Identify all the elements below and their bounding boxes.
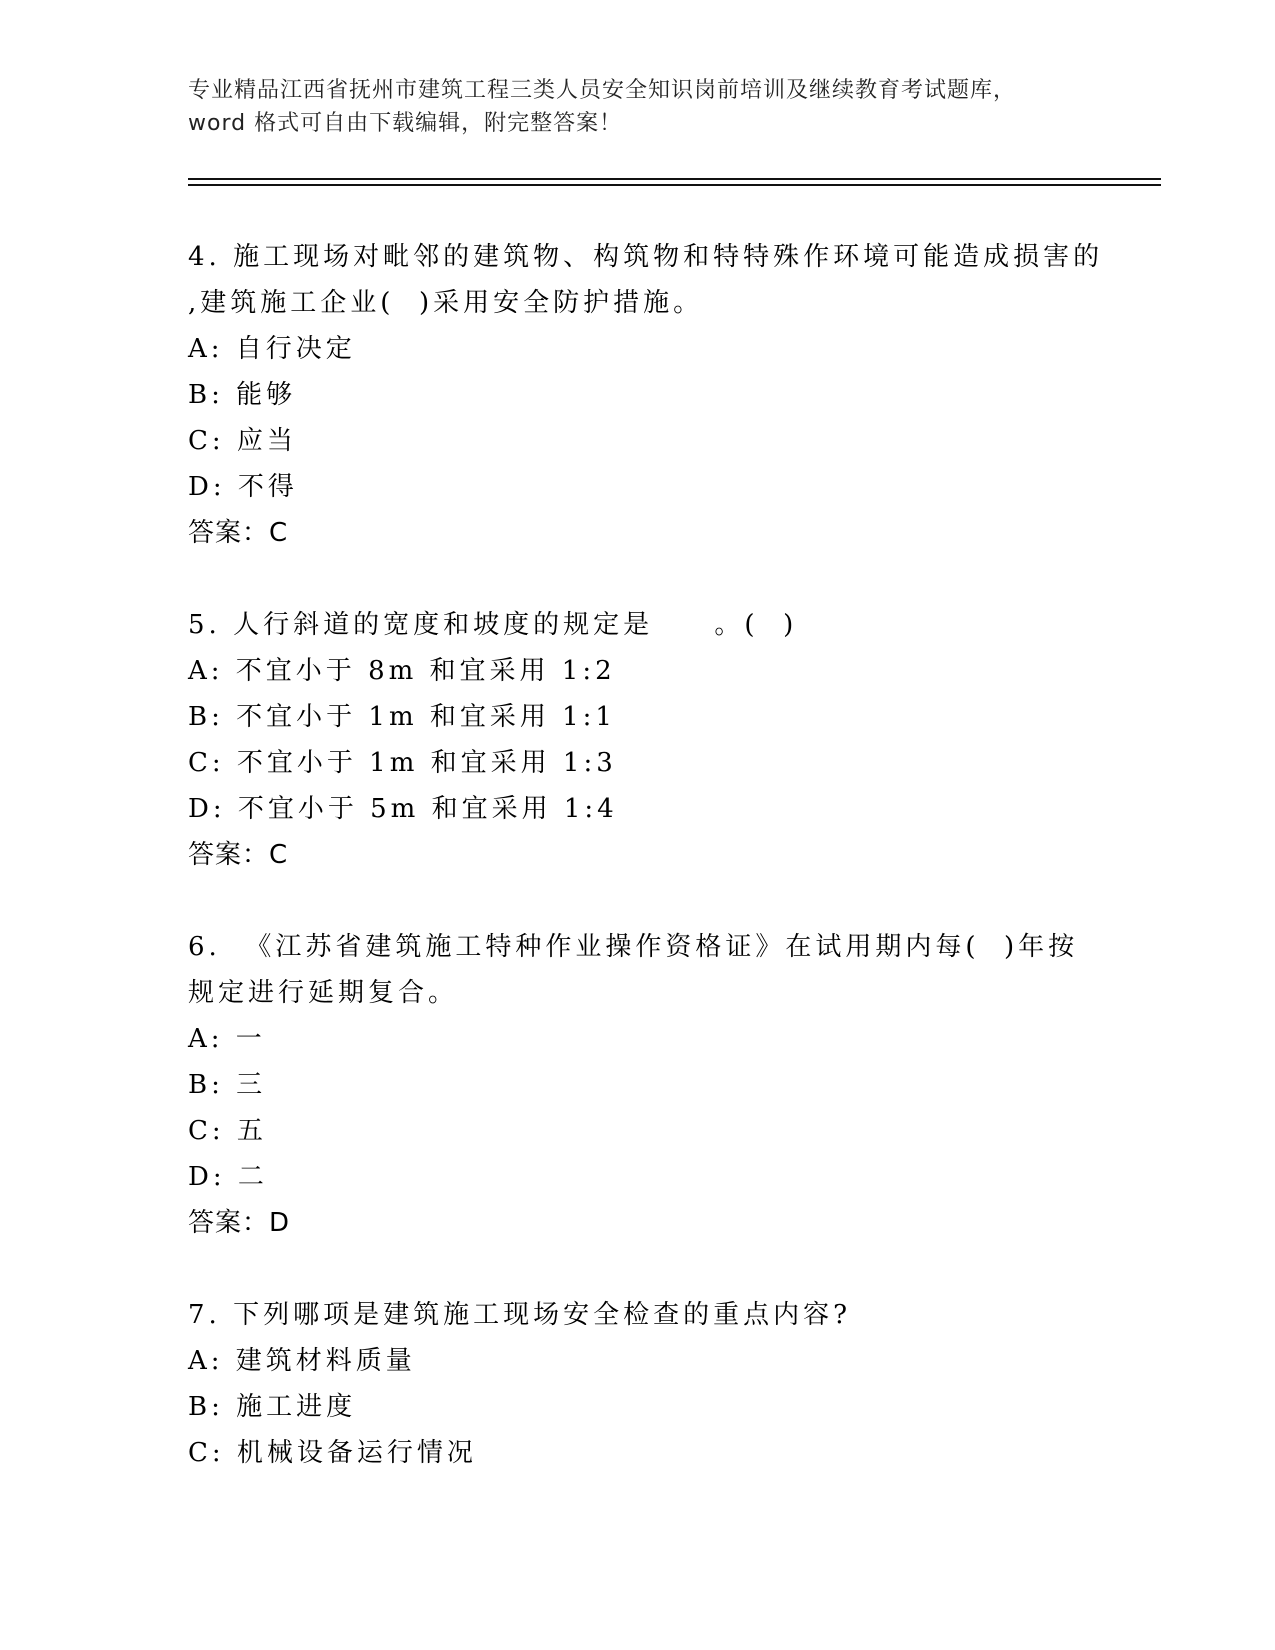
question-text-line: 7. 下列哪项是建筑施工现场安全检查的重点内容? — [188, 1300, 852, 1330]
option-c: C: 五 — [188, 1116, 267, 1146]
option-c: C: 机械设备运行情况 — [188, 1438, 477, 1468]
question-text-line: 5. 人行斜道的宽度和坡度的规定是 。( ) — [188, 610, 798, 640]
option-b: B: 不宜小于 1m 和宜采用 1:1 — [188, 702, 616, 732]
question-list — [188, 234, 1104, 1476]
answer-line: 答案：C — [188, 518, 289, 548]
option-b: B: 能够 — [188, 380, 297, 410]
header-divider-bottom — [188, 184, 1161, 186]
option-a: A: 建筑材料质量 — [188, 1346, 416, 1376]
header-line-1: 专业精品江西省抚州市建筑工程三类人员安全知识岗前培训及继续教育考试题库， — [188, 78, 1017, 103]
question-5 — [188, 602, 1088, 878]
option-a: A: 不宜小于 8m 和宜采用 1:2 — [188, 656, 616, 686]
option-d: D: 二 — [188, 1162, 268, 1192]
document-header — [188, 74, 1088, 140]
answer-line: 答案：D — [188, 1208, 291, 1238]
header-divider-top — [188, 178, 1161, 180]
option-a: A: 自行决定 — [188, 334, 356, 364]
option-c: C: 应当 — [188, 426, 297, 456]
option-b: B: 施工进度 — [188, 1392, 357, 1422]
option-b: B: 三 — [188, 1070, 267, 1100]
question-text-line: 规定进行延期复合。 — [188, 978, 459, 1008]
question-4 — [188, 234, 1104, 556]
question-text-line: 4. 施工现场对毗邻的建筑物、构筑物和特特殊作环境可能造成损害的 — [188, 242, 1104, 272]
question-6 — [188, 924, 1088, 1246]
question-text-line: ,建筑施工企业( )采用安全防护措施。 — [188, 288, 704, 318]
answer-line: 答案：C — [188, 840, 289, 870]
question-spacer — [188, 1246, 1088, 1292]
question-7 — [188, 1292, 1088, 1476]
question-spacer — [188, 878, 1088, 924]
option-d: D: 不宜小于 5m 和宜采用 1:4 — [188, 794, 618, 824]
option-a: A: 一 — [188, 1024, 266, 1054]
question-text-line: 6. 《江苏省建筑施工特种作业操作资格证》在试用期内每( )年按 — [188, 932, 1079, 962]
option-c: C: 不宜小于 1m 和宜采用 1:3 — [188, 748, 617, 778]
header-line-2: word 格式可自由下载编辑，附完整答案！ — [188, 111, 623, 136]
option-d: D: 不得 — [188, 472, 298, 502]
question-spacer — [188, 556, 1088, 602]
